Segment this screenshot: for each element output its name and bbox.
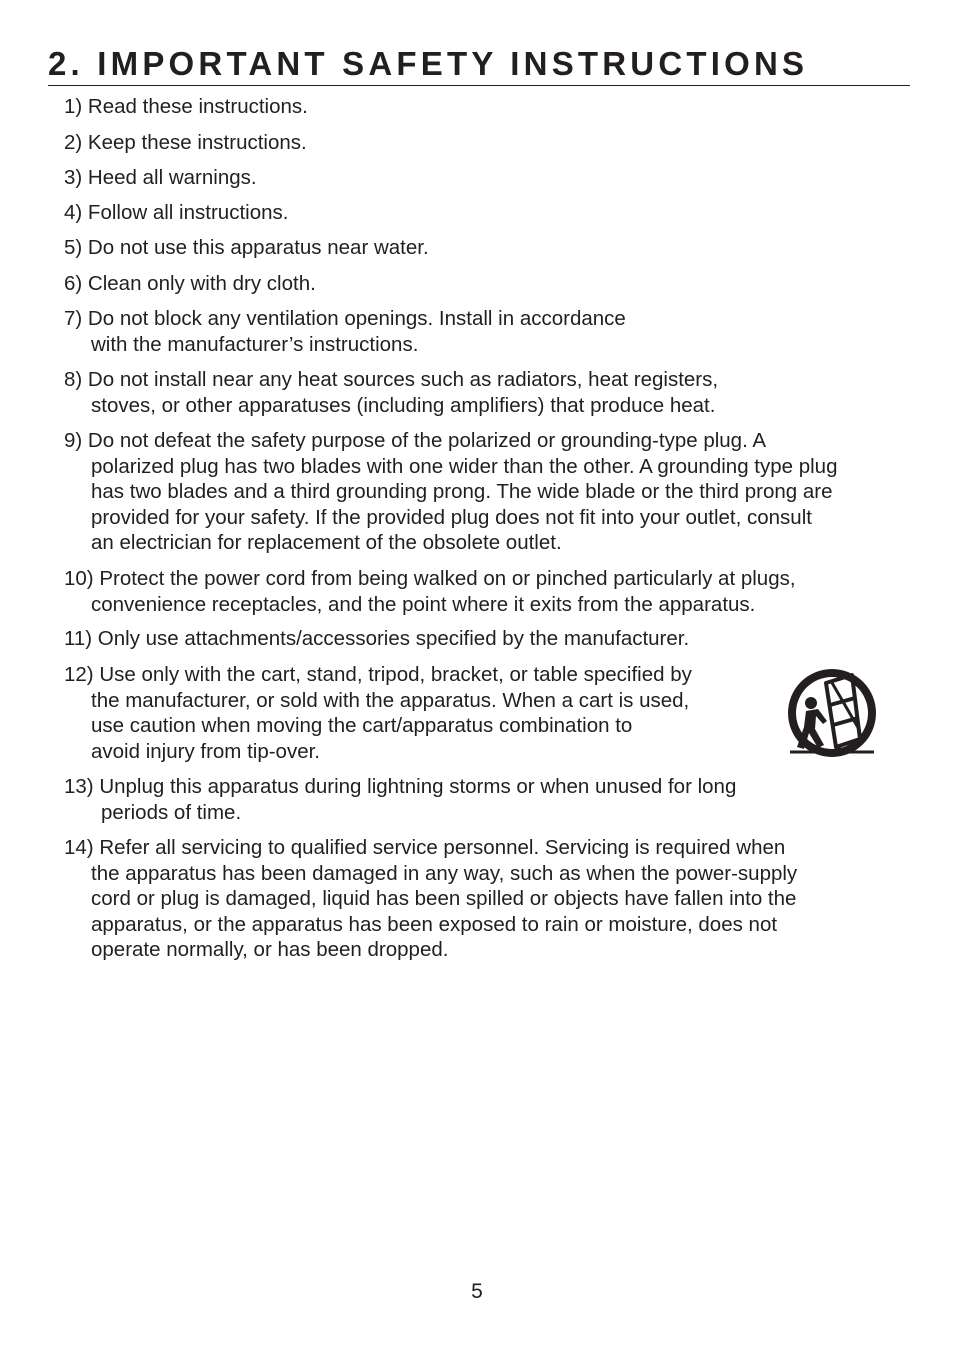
instruction-line: 12) Use only with the cart, stand, tripod, bracket, or table specified by xyxy=(64,663,692,686)
instruction-item-1 xyxy=(64,94,308,120)
instruction-line: 4) Follow all instructions. xyxy=(64,201,289,224)
instruction-item-7 xyxy=(64,306,626,357)
instruction-line: 6) Clean only with dry cloth. xyxy=(64,272,316,295)
instruction-line: use caution when moving the cart/apparatus combination to xyxy=(91,714,633,737)
instruction-line: polarized plug has two blades with one wider than the other. A grounding type plug xyxy=(91,454,838,478)
instruction-item-8 xyxy=(64,367,718,418)
instruction-line: has two blades and a third grounding prong. The wide blade or the third prong are xyxy=(91,480,833,503)
instruction-line: the manufacturer, or sold with the apparatus. When a cart is used, xyxy=(91,688,690,712)
instruction-line: 11) Only use attachments/accessories specified by the manufacturer. xyxy=(64,627,690,650)
page-number: 5 xyxy=(471,1280,483,1303)
instruction-line: with the manufacturer’s instructions. xyxy=(91,332,419,356)
instruction-line: 13) Unplug this apparatus during lightning storms or when unused for long xyxy=(64,775,737,798)
instruction-line: periods of time. xyxy=(101,800,242,824)
instruction-line: avoid injury from tip-over. xyxy=(91,739,321,763)
instruction-line: stoves, or other apparatuses (including amplifiers) that produce heat. xyxy=(91,393,716,417)
instruction-item-14 xyxy=(64,835,797,963)
instruction-item-10 xyxy=(64,566,796,617)
instruction-item-3 xyxy=(64,165,257,191)
instruction-item-6 xyxy=(64,271,316,297)
instruction-line: 2) Keep these instructions. xyxy=(64,131,307,154)
instruction-line: operate normally, or has been dropped. xyxy=(91,938,449,961)
instruction-line: 3) Heed all warnings. xyxy=(64,166,257,189)
instruction-line: the apparatus has been damaged in any way, such as when the power-supply xyxy=(91,861,798,885)
instruction-item-12 xyxy=(64,662,692,764)
cart-tip-over-warning-icon xyxy=(780,661,884,765)
instruction-item-4 xyxy=(64,200,288,226)
instruction-line: an electrician for replacement of the obsolete outlet. xyxy=(91,531,562,554)
instruction-line: apparatus, or the apparatus has been exposed to rain or moisture, does not xyxy=(91,912,778,936)
instruction-line: cord or plug is damaged, liquid has been spilled or objects have fallen into the xyxy=(91,887,797,910)
instruction-line: 7) Do not block any ventilation openings. Install in accordance xyxy=(64,307,626,330)
instruction-item-5 xyxy=(64,235,429,261)
instruction-line: 8) Do not install near any heat sources such as radiators, heat registers, xyxy=(64,368,719,391)
instruction-item-13 xyxy=(64,774,736,825)
instruction-line: 10) Protect the power cord from being walked on or pinched particularly at plugs, xyxy=(64,567,796,590)
instruction-line: provided for your safety. If the provided plug does not fit into your outlet, consult xyxy=(91,505,812,529)
instruction-line: 5) Do not use this apparatus near water. xyxy=(64,236,429,259)
instruction-line: 9) Do not defeat the safety purpose of the polarized or grounding-type plug. A xyxy=(64,429,767,452)
instruction-item-11 xyxy=(64,626,689,652)
instruction-item-9 xyxy=(64,428,838,556)
instruction-line: 1) Read these instructions. xyxy=(64,95,308,118)
instruction-line: 14) Refer all servicing to qualified service personnel. Servicing is required when xyxy=(64,836,786,859)
instruction-item-2 xyxy=(64,130,307,156)
page-title: 2. IMPORTANT SAFETY INSTRUCTIONS xyxy=(48,45,809,82)
instruction-line: convenience receptacles, and the point where it exits from the apparatus. xyxy=(91,592,756,616)
